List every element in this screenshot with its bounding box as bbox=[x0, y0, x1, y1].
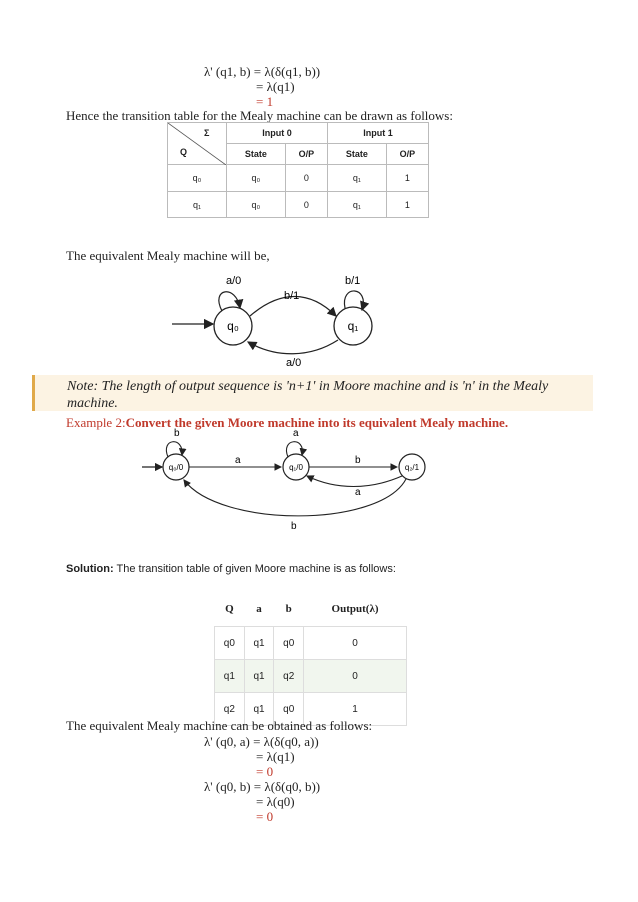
q-label: Q bbox=[180, 147, 188, 157]
moore-state-diagram bbox=[140, 428, 440, 532]
table-cell: 1 bbox=[304, 693, 407, 726]
table-corner-cell bbox=[168, 123, 227, 165]
solution-line bbox=[66, 563, 396, 575]
state-q0-label: q₀/0 bbox=[168, 463, 184, 472]
column-header: Q bbox=[215, 591, 245, 627]
edge-q1-q2-label: b bbox=[355, 455, 361, 466]
solution-label: Solution: bbox=[66, 563, 114, 575]
state-header: State bbox=[327, 144, 386, 165]
table-cell: 1 bbox=[386, 165, 428, 192]
table-cell: 0 bbox=[304, 627, 407, 660]
table-cell: q₁ bbox=[168, 192, 227, 218]
column-header: b bbox=[274, 591, 304, 627]
input0-header: Input 0 bbox=[227, 123, 328, 144]
loop-q0-label: a/0 bbox=[226, 275, 242, 287]
loop-q1-label: b/1 bbox=[345, 275, 361, 287]
state-q1-label: q₁ bbox=[347, 319, 359, 333]
table-cell: 0 bbox=[285, 165, 327, 192]
derivation-line: = λ(q1) bbox=[256, 79, 295, 94]
edge-q2-q1-label: a bbox=[355, 487, 361, 498]
edge-q2-q1 bbox=[307, 476, 402, 487]
solution-text: The transition table of given Moore machine is as follows: bbox=[113, 563, 396, 575]
table-cell: 0 bbox=[285, 192, 327, 218]
derivation-line: λ' (q1, b) = λ(δ(q1, b)) bbox=[204, 64, 321, 79]
table-cell: q0 bbox=[274, 693, 304, 726]
derivation-line: = λ(q1) bbox=[256, 749, 295, 764]
equiv-text: The equivalent Mealy machine will be, bbox=[66, 248, 270, 263]
table-cell: 0 bbox=[304, 660, 407, 693]
input1-header: Input 1 bbox=[327, 123, 428, 144]
state-q1-label: q₁/0 bbox=[289, 463, 303, 472]
table-header-row bbox=[215, 591, 407, 627]
table-cell: q0 bbox=[215, 627, 245, 660]
edge-top-label: b/1 bbox=[284, 290, 300, 302]
table-cell: q2 bbox=[274, 660, 304, 693]
table-cell: q₀ bbox=[168, 165, 227, 192]
derivation-result: = 1 bbox=[256, 94, 274, 109]
table-cell: q₀ bbox=[227, 192, 286, 218]
note-text: Note: The length of output sequence is 'n+1' in Moore machine and is 'n' in the Mealy machine. bbox=[67, 379, 549, 411]
state-q2-label: q₂/1 bbox=[404, 463, 420, 472]
table-cell: q1 bbox=[215, 660, 245, 693]
example-prefix: Example 2: bbox=[66, 415, 126, 430]
derivation-result: = 0 bbox=[256, 809, 274, 824]
edge-q1-q0 bbox=[248, 340, 338, 354]
table-cell: q1 bbox=[244, 660, 274, 693]
table-cell: q0 bbox=[274, 627, 304, 660]
table-cell: q1 bbox=[244, 627, 274, 660]
example-title: Convert the given Moore machine into its equivalent Mealy machine. bbox=[125, 415, 509, 430]
moore-transition-table bbox=[214, 591, 407, 726]
state-header: State bbox=[227, 144, 286, 165]
edge-bottom-label: a/0 bbox=[286, 357, 302, 369]
diagonal-line bbox=[168, 123, 226, 165]
note-box bbox=[32, 375, 593, 411]
state-q0-label: q₀ bbox=[227, 319, 239, 333]
table-cell: q₁ bbox=[327, 192, 386, 218]
op-header: O/P bbox=[386, 144, 428, 165]
derivation-result: = 0 bbox=[256, 764, 274, 779]
column-header: a bbox=[244, 591, 274, 627]
intro-text: Hence the transition table for the Mealy machine can be drawn as follows: bbox=[66, 108, 453, 123]
mealy-transition-table bbox=[167, 122, 429, 218]
edge-q2-q0-label: b bbox=[291, 521, 297, 532]
table-row bbox=[168, 165, 429, 192]
mealy-state-diagram bbox=[170, 272, 390, 372]
table-cell: q₀ bbox=[227, 165, 286, 192]
sigma-label: Σ bbox=[204, 128, 210, 138]
derivation-line: λ' (q0, b) = λ(δ(q0, b)) bbox=[204, 779, 321, 794]
equiv2-text: The equivalent Mealy machine can be obtained as follows: bbox=[66, 718, 373, 733]
table-row bbox=[168, 192, 429, 218]
op-header: O/P bbox=[285, 144, 327, 165]
table-cell: 1 bbox=[386, 192, 428, 218]
loop-q1-label: a bbox=[293, 428, 299, 439]
table-cell: q2 bbox=[215, 693, 245, 726]
loop-q0-label: b bbox=[174, 428, 180, 439]
table-cell: q₁ bbox=[327, 165, 386, 192]
derivation-line: λ' (q0, a) = λ(δ(q0, a)) bbox=[204, 734, 319, 749]
edge-q0-q1-label: a bbox=[235, 455, 241, 466]
derivation-line: = λ(q0) bbox=[256, 794, 295, 809]
table-row bbox=[215, 660, 407, 693]
table-cell: q1 bbox=[244, 693, 274, 726]
column-header: Output(λ) bbox=[304, 591, 407, 627]
table-row bbox=[215, 627, 407, 660]
